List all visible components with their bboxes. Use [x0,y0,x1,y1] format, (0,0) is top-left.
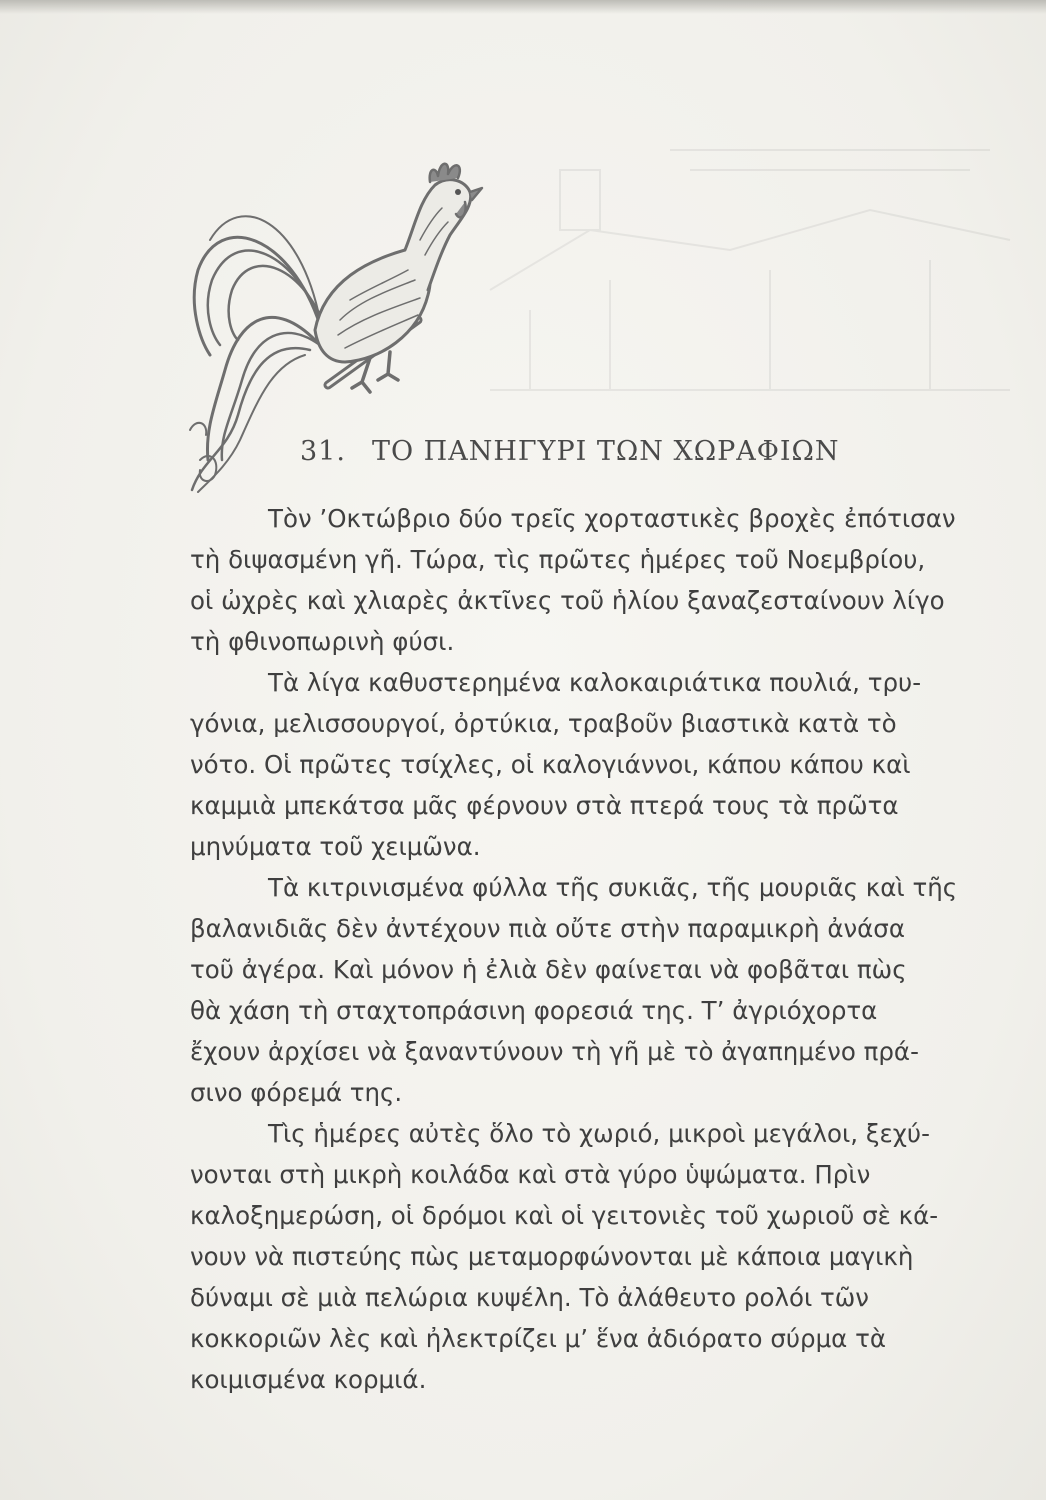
text-line: τὴ διψασμένη γῆ. Τώρα, τὶς πρῶτες ἡμέρες τοῦ Νοεμβρίου, [190,545,926,574]
chapter-body [190,498,1020,1400]
text-line: καλοξημερώση, οἱ δρόμοι καὶ οἱ γειτονιὲς τοῦ χωριοῦ σὲ κά- [190,1201,939,1230]
text-line: οἱ ὠχρὲς καὶ χλιαρὲς ἀκτῖνες τοῦ ἡλίου ξαναζεσταίνουν λίγο [190,586,945,615]
reverse-side-bleed-through [470,110,1030,410]
text-line: νουν νὰ πιστεύης πὼς μεταμορφώνονται μὲ κάποια μαγικὴ [190,1242,914,1271]
text-line: μηνύματα τοῦ χειμῶνα. [190,832,481,861]
text-line: Τὰ λίγα καθυστερημένα καλοκαιριάτικα πουλιά, τρυ- [268,668,922,697]
text-line: νότο. Οἱ πρῶτες τσίχλες, οἱ καλογιάννοι, κάπου κάπου καὶ [190,750,911,779]
text-line: θὰ χάση τὴ σταχτοπράσινη φορεσιά της. Τ’ ἀγριόχορτα [190,996,878,1025]
text-line: κοιμισμένα κορμιά. [190,1365,427,1394]
text-line: νονται στὴ μικρὴ κοιλάδα καὶ στὰ γύρο ὑψώματα. Πρὶν [190,1160,871,1189]
text-line: ἔχουν ἀρχίσει νὰ ξαναντύνουν τὴ γῆ μὲ τὸ ἀγαπημένο πρά- [190,1037,919,1066]
text-line: Τὶς ἡμέρες αὐτὲς ὅλο τὸ χωριό, μικροὶ μεγάλοι, ξεχύ- [268,1119,930,1148]
chapter-number: 31. [300,436,346,467]
text-line: κοκκοριῶν λὲς καὶ ἠλεκτρίζει μ’ ἕνα ἀδιόρατο σύρμα τὰ [190,1324,887,1353]
text-line: Τὰ κιτρινισμένα φύλλα τῆς συκιᾶς, τῆς μουριᾶς καὶ τῆς [268,873,958,902]
page-top-edge [0,0,1046,14]
paragraph [190,867,1020,1113]
paragraph [190,498,1020,662]
text-line: τὴ φθινοπωρινὴ φύσι. [190,627,455,656]
text-line: Τὸν ’Οκτώβριο δύο τρεῖς χορταστικὲς βροχὲς ἐπότισαν [268,504,956,533]
chapter-title: ΤΟ ΠΑΝΗΓΥΡΙ ΤΩΝ ΧΩΡΑΦΙΩΝ [371,436,840,467]
text-line: καμμιὰ μπεκάτσα μᾶς φέρνουν στὰ πτερά τους τὰ πρῶτα [190,791,899,820]
paragraph [190,662,1020,867]
text-line: σινο φόρεμά της. [190,1078,403,1107]
text-line: τοῦ ἀγέρα. Καὶ μόνον ἡ ἐλιὰ δὲν φαίνεται νὰ φοβᾶται πὼς [190,955,907,984]
chapter-heading [300,436,1000,467]
paragraph [190,1113,1020,1400]
text-line: δύναμι σὲ μιὰ πελώρια κυψέλη. Τὸ ἀλάθευτο ρολόι τῶν [190,1283,869,1312]
text-line: βαλανιδιᾶς δὲν ἀντέχουν πιὰ οὔτε στὴν παραμικρὴ ἀνάσα [190,914,905,943]
text-line: γόνια, μελισσουργοί, ὀρτύκια, τραβοῦν βιαστικὰ κατὰ τὸ [190,709,897,738]
